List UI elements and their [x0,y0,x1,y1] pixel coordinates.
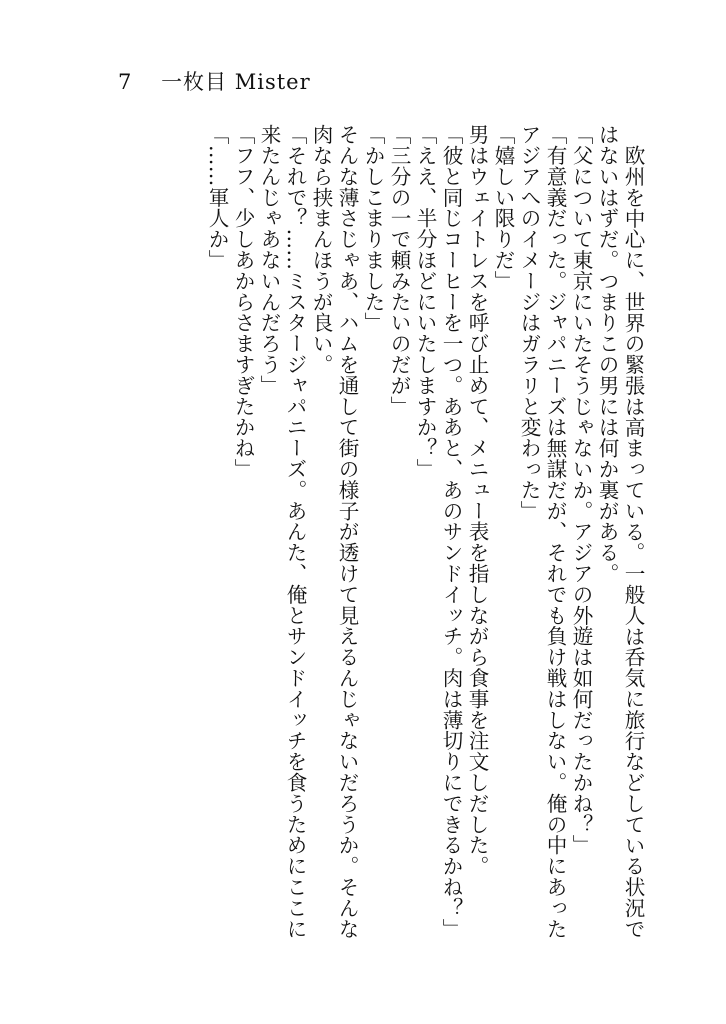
paragraph-5: 男はウェイトレスを呼び止めて、メニュー表を指しながら食事を注文しだした。 [465,124,489,877]
paragraph-2: 「父について東京にいたそうじゃないか。アジアの外遊は如何だったかね？」 [569,124,593,856]
paragraph-9: 「かしこまりました」 [361,124,385,333]
paragraph-1: 欧州を中心に、世界の緊張は高まっている。一般人は呑気に旅行などしている状況ではないはずだ。つまりこの男には何か裏がある。 [595,124,645,939]
paragraph-10: そんな薄さじゃあ、ハムを通して街の様子が透けて見えるんじゃないだろうか。そんな肉なら挟まんほうが良い。 [309,124,359,940]
paragraph-6: 「彼と同じコーヒーを一つ。ああと、あのサンドイッチ。肉は薄切りにできるかね？」 [439,124,463,940]
vertical-body-text [46,124,646,944]
paragraph-13: 「……軍人か」 [205,124,229,271]
paragraph-7: 「ええ、半分ほどにいたしますか？」 [413,124,437,480]
paragraph-4: 「嬉しい限りだ」 [491,124,515,292]
running-head [118,72,311,93]
paragraph-12: 「フフ、少しあからさますぎたかね」 [231,124,255,480]
chapter-title: 一枚目 Mister [161,70,311,94]
page-number: 7 [118,70,132,94]
paragraph-11: 「それで？……ミスタージャパニーズ。あんた、俺とサンドイッチを食うためにここに来たんじゃあないんだろう」 [257,124,307,940]
paragraph-3: 「有意義だった。ジャパニーズは無謀だが、それでも負け戦はしない。俺の中にあったアジアへのイメージはガラリと変わった」 [517,124,567,940]
paragraph-8: 「三分の一で頼みたいのだが」 [387,124,411,417]
